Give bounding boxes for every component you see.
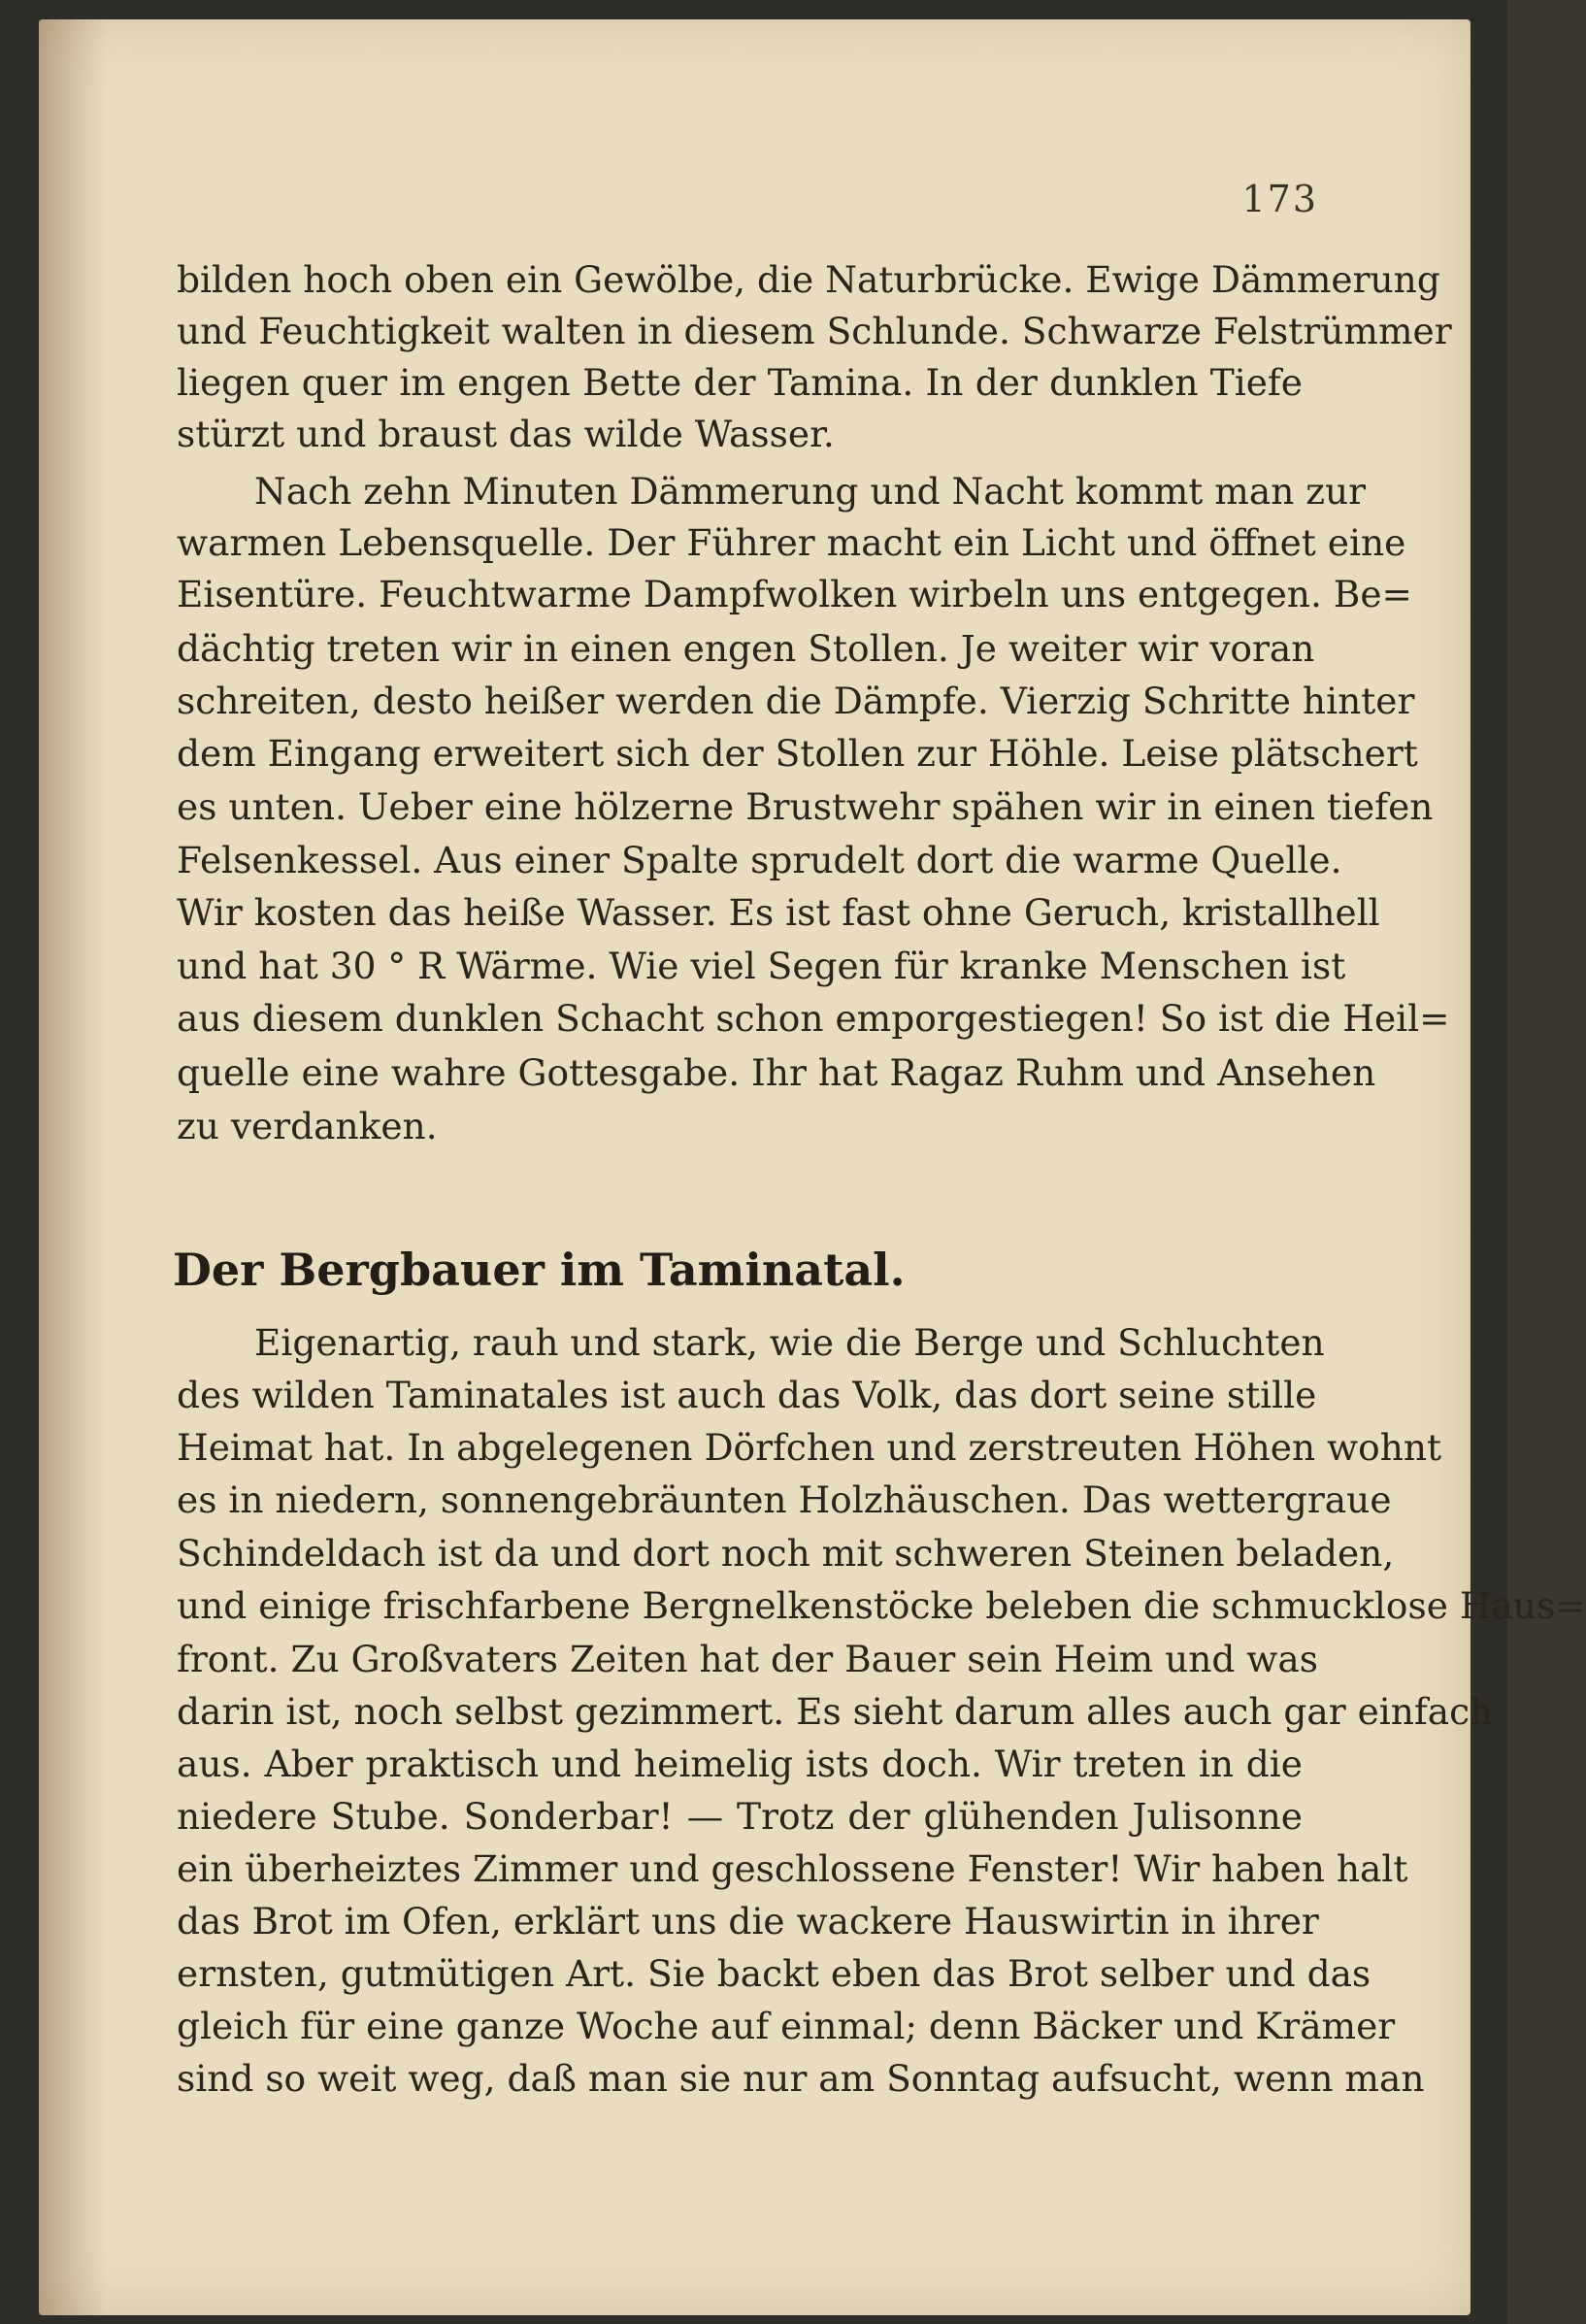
paragraph-line: dem Eingang erweitert sich der Stollen zur Höhle. Leise plätschert [177, 732, 1418, 775]
paragraph-line: quelle eine wahre Gottesgabe. Ihr hat Ragaz Ruhm und Ansehen [177, 1051, 1376, 1094]
paragraph-line: Nach zehn Minuten Dämmerung und Nacht kommt man zur [254, 470, 1367, 513]
paragraph-line: front. Zu Großvaters Zeiten hat der Bauer sein Heim und was [177, 1638, 1318, 1680]
paragraph-line: ein überheiztes Zimmer und geschlossene Fenster! Wir haben halt [177, 1847, 1408, 1890]
paragraph-line: liegen quer im engen Bette der Tamina. In der dunklen Tiefe [177, 361, 1303, 404]
paragraph-line: Schindeldach ist da und dort noch mit schweren Steinen beladen, [177, 1532, 1395, 1575]
paragraph-line: Heimat hat. In abgelegenen Dörfchen und zerstreuten Höhen wohnt [177, 1426, 1442, 1469]
paragraph-line: Felsenkessel. Aus einer Spalte sprudelt dort die warme Quelle. [177, 839, 1342, 881]
paragraph-line: es unten. Ueber eine hölzerne Brustwehr spähen wir in einen tiefen [177, 785, 1434, 828]
paragraph-line: und hat 30 ° R Wärme. Wie viel Segen für kranke Menschen ist [177, 945, 1346, 987]
paragraph-line: Eisentüre. Feuchtwarme Dampfwolken wirbeln uns entgegen. Be= [177, 573, 1412, 615]
paragraph-line: bilden hoch oben ein Gewölbe, die Naturbrücke. Ewige Dämmerung [177, 258, 1440, 301]
paragraph-line: Wir kosten das heiße Wasser. Es ist fast ohne Geruch, kristallhell [177, 891, 1380, 934]
paragraph-line: ernsten, gutmütigen Art. Sie backt eben das Brot selber und das [177, 1952, 1371, 1995]
paragraph-line: warmen Lebensquelle. Der Führer macht ein Licht und öffnet eine [177, 521, 1406, 564]
paragraph-line: dächtig treten wir in einen engen Stollen. Je weiter wir voran [177, 627, 1315, 670]
paragraph-line: niedere Stube. Sonderbar! — Trotz der glühenden Julisonne [177, 1795, 1303, 1838]
paragraph-line: aus diesem dunklen Schacht schon emporgestiegen! So ist die Heil= [177, 997, 1450, 1040]
paragraph-line: stürzt und braust das wilde Wasser. [177, 413, 835, 455]
section-heading: Der Bergbauer im Taminatal. [173, 1244, 906, 1296]
paragraph-line: und einige frischfarbene Bergnelkenstöcke beleben die schmucklose Haus= [177, 1584, 1586, 1627]
paragraph-line: das Brot im Ofen, erklärt uns die wackere Hauswirtin in ihrer [177, 1900, 1319, 1942]
paragraph-line: Eigenartig, rauh und stark, wie die Berge und Schluchten [254, 1321, 1325, 1364]
page-gutter-shadow [39, 19, 107, 2315]
page-number: 173 [1241, 178, 1318, 220]
paragraph-line: des wilden Taminatales ist auch das Volk, das dort seine stille [177, 1374, 1317, 1416]
paragraph-line: zu verdanken. [177, 1105, 438, 1147]
paragraph-line: darin ist, noch selbst gezimmert. Es sieht darum alles auch gar einfach [177, 1690, 1494, 1733]
paragraph-line: es in niedern, sonnengebräunten Holzhäuschen. Das wettergraue [177, 1478, 1392, 1521]
paragraph-line: aus. Aber praktisch und heimelig ists doch. Wir treten in die [177, 1743, 1303, 1785]
paragraph-line: gleich für eine ganze Woche auf einmal; denn Bäcker und Krämer [177, 2005, 1396, 2047]
paragraph-line: schreiten, desto heißer werden die Dämpfe. Vierzig Schritte hinter [177, 680, 1415, 722]
paragraph-line: und Feuchtigkeit walten in diesem Schlunde. Schwarze Felstrümmer [177, 310, 1452, 352]
paragraph-line: sind so weit weg, daß man sie nur am Sonntag aufsucht, wenn man [177, 2057, 1425, 2100]
